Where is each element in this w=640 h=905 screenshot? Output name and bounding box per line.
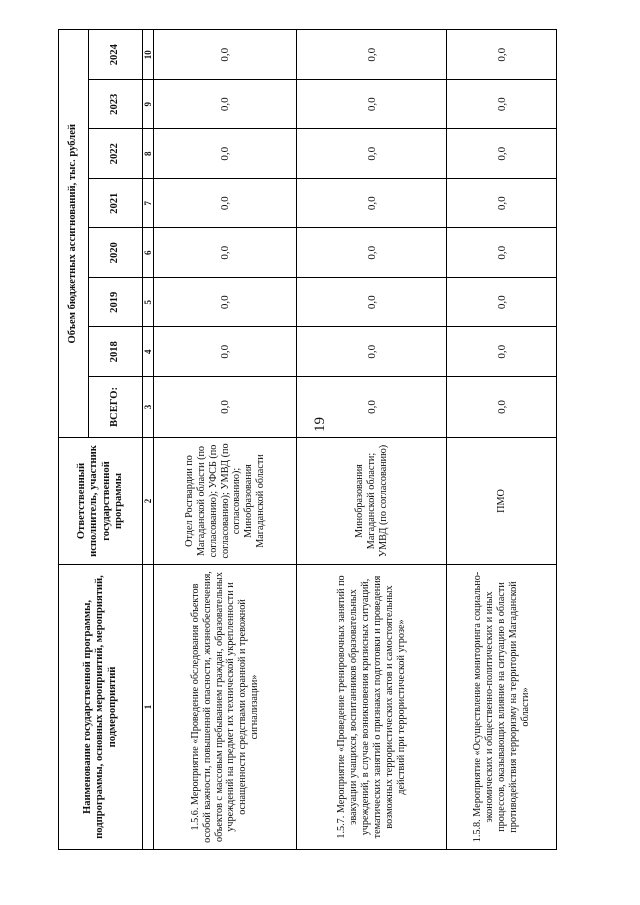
column-number: 3	[143, 377, 154, 438]
header-total: ВСЕГО:	[89, 377, 143, 438]
value-cell: 0,0	[154, 179, 297, 229]
value-cell: 0,0	[154, 228, 297, 278]
value-cell: 0,0	[297, 377, 447, 438]
table-row	[447, 30, 557, 850]
value-cell: 0,0	[447, 327, 557, 377]
column-number: 1	[143, 565, 154, 850]
header-year: 2019	[89, 278, 143, 328]
value-cell: 0,0	[447, 129, 557, 179]
column-number-row	[143, 30, 154, 850]
value-cell: 0,0	[154, 377, 297, 438]
value-cell: 0,0	[447, 278, 557, 328]
value-cell: 0,0	[154, 129, 297, 179]
rotated-table-container	[58, 30, 531, 850]
column-number: 9	[143, 80, 154, 130]
column-number: 7	[143, 179, 154, 229]
value-cell: 0,0	[154, 278, 297, 328]
value-cell: 0,0	[447, 377, 557, 438]
header-budget-group: Объем бюджетных ассигнований, тыс. рублей	[59, 30, 89, 438]
row-executor: Отдел Росгвардии по Магаданской области (по согласованию); УФСБ (по согласованию); УМВД (по согласованию); Минобразования Магаданской области	[154, 438, 297, 565]
header-year: 2024	[89, 30, 143, 80]
value-cell: 0,0	[297, 278, 447, 328]
table-row	[154, 30, 297, 850]
header-year: 2022	[89, 129, 143, 179]
value-cell: 0,0	[154, 30, 297, 80]
row-executor: ПМО	[447, 438, 557, 565]
header-year: 2018	[89, 327, 143, 377]
page-number-text: 19	[311, 417, 328, 432]
value-cell: 0,0	[297, 228, 447, 278]
row-name: 1.5.8. Мероприятие «Осуществление мониторинга социально-экономических и общественно-политических и иных процессов, оказывающих влияние на ситуацию в области противодействия терроризму на территории Магаданской области»	[447, 565, 557, 850]
header-year: 2021	[89, 179, 143, 229]
row-name: 1.5.6. Мероприятие «Проведение обследования объектов особой важности, повышенной опасности, жизнеобеспечения, объектов с массовым пребыванием граждан, образовательных учреждений на предмет их технической укрепленности и оснащенности средствами охранной и тревожной сигнализации»	[154, 565, 297, 850]
row-name: 1.5.7. Мероприятие «Проведение тренировочных занятий по эвакуации учащихся, воспитанников образовательных учреждений, в случае возникновения кризисных ситуаций, тематических занятий о признаках подготовки и проведения возможных террористических актов и самостоятельных действий при террористической угрозе»	[297, 565, 447, 850]
column-number: 5	[143, 278, 154, 328]
header-name: Наименование государственной программы, подпрограммы, основных мероприятий, мероприятий, подмероприятий	[59, 565, 143, 850]
column-number: 4	[143, 327, 154, 377]
value-cell: 0,0	[447, 80, 557, 130]
column-number: 6	[143, 228, 154, 278]
header-year: 2023	[89, 80, 143, 130]
column-number: 10	[143, 30, 154, 80]
value-cell: 0,0	[297, 327, 447, 377]
column-number: 8	[143, 129, 154, 179]
value-cell: 0,0	[297, 179, 447, 229]
value-cell: 0,0	[297, 80, 447, 130]
value-cell: 0,0	[297, 30, 447, 80]
budget-table	[58, 29, 557, 850]
value-cell: 0,0	[154, 80, 297, 130]
value-cell: 0,0	[297, 129, 447, 179]
column-number: 2	[143, 438, 154, 565]
value-cell: 0,0	[447, 179, 557, 229]
row-executor: Минобразования Магаданской области; УМВД (по согласованию)	[297, 438, 447, 565]
header-executor: Ответственный исполнитель, участник государственной программы	[59, 438, 143, 565]
value-cell: 0,0	[447, 30, 557, 80]
table-row	[297, 30, 447, 850]
value-cell: 0,0	[447, 228, 557, 278]
value-cell: 0,0	[154, 327, 297, 377]
header-year: 2020	[89, 228, 143, 278]
